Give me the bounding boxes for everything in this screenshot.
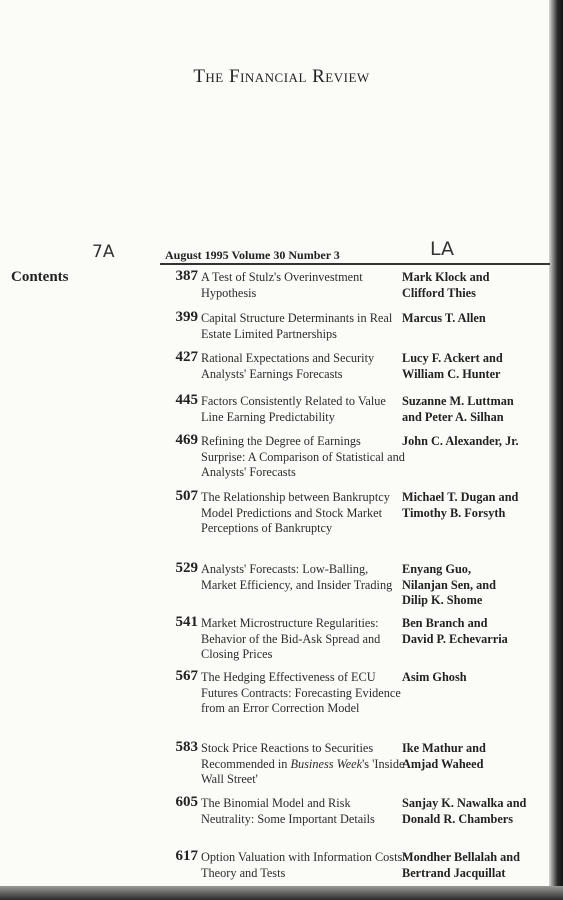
handwritten-note-right: LA	[430, 238, 455, 260]
toc-authors: Lucy F. Ackert and William C. Hunter	[402, 351, 503, 381]
toc-page-number: 469	[175, 432, 198, 448]
toc-page-number: 387	[175, 268, 198, 284]
toc-page-number: 583	[175, 739, 198, 755]
journal-title: The Financial Review	[193, 66, 370, 87]
toc-page-number: 541	[175, 614, 198, 630]
toc-article-title: Market Microstructure Regularities: Behavior of the Bid-Ask Spread and Closing Prices	[201, 616, 381, 661]
toc-page-number: 399	[175, 309, 198, 325]
contents-label: Contents	[11, 269, 69, 285]
toc-authors: Michael T. Dugan and Timothy B. Forsyth	[402, 490, 519, 520]
toc-page-number: 617	[175, 848, 198, 864]
toc-page-number: 427	[175, 349, 198, 365]
toc-page-number: 529	[175, 560, 198, 576]
toc-authors: Sanjay K. Nawalka and Donald R. Chambers	[402, 796, 527, 826]
toc-article-title: The Binomial Model and Risk Neutrality: Some Important Details	[201, 796, 375, 826]
toc-page-number: 567	[175, 668, 198, 684]
issue-info: August 1995 Volume 30 Number 3	[165, 248, 340, 262]
toc-article-title: Refining the Degree of Earnings Surprise: A Comparison of Statistical and Analysts' Forecasts	[201, 434, 405, 479]
toc-authors: Enyang Guo, Nilanjan Sen, and Dilip K. Shome	[402, 562, 496, 607]
page-bottom-shadow	[0, 886, 563, 900]
toc-article-title: Factors Consistently Related to Value Line Earning Predictability	[201, 394, 386, 424]
title-part: Stock Price Reactions to Securities Recommended in	[201, 741, 374, 771]
title-italic-part: Business Week	[290, 756, 363, 771]
toc-authors: John C. Alexander, Jr.	[402, 434, 519, 448]
toc-authors: Ben Branch and David P. Echevarria	[402, 616, 508, 646]
title-part: 's 'Inside Wall Street'	[201, 756, 405, 786]
toc-authors: Mondher Bellalah and Bertrand Jacquillat	[402, 850, 520, 880]
toc-page-number: 605	[175, 794, 198, 810]
toc-authors: Mark Klock and Clifford Thies	[402, 270, 490, 300]
toc-authors: Suzanne M. Luttman and Peter A. Silhan	[402, 394, 514, 424]
toc-article-title	[201, 741, 406, 788]
toc-article-title: Analysts' Forecasts: Low-Balling, Market Efficiency, and Insider Trading	[201, 562, 393, 592]
toc-page-number: 445	[175, 392, 198, 408]
toc-authors: Marcus T. Allen	[402, 311, 486, 325]
toc-page-number: 507	[175, 488, 198, 504]
toc-article-title: Rational Expectations and Security Analysts' Earnings Forecasts	[201, 351, 375, 381]
handwritten-note-left: 7A	[92, 242, 115, 262]
toc-article-title: Option Valuation with Information Costs: Theory and Tests	[201, 850, 406, 880]
header-rule	[160, 263, 550, 265]
toc-authors: Ike Mathur and Amjad Waheed	[402, 741, 486, 771]
toc-authors: Asim Ghosh	[402, 670, 467, 684]
toc-article-title: A Test of Stulz's Overinvestment Hypothesis	[201, 270, 363, 300]
toc-article-title: Capital Structure Determinants in Real Estate Limited Partnerships	[201, 311, 393, 341]
toc-article-title: The Hedging Effectiveness of ECU Futures Contracts: Forecasting Evidence from an Error Correction Model	[201, 670, 401, 715]
toc-article-title: The Relationship between Bankruptcy Model Predictions and Stock Market Perceptions of Bankruptcy	[201, 490, 390, 535]
